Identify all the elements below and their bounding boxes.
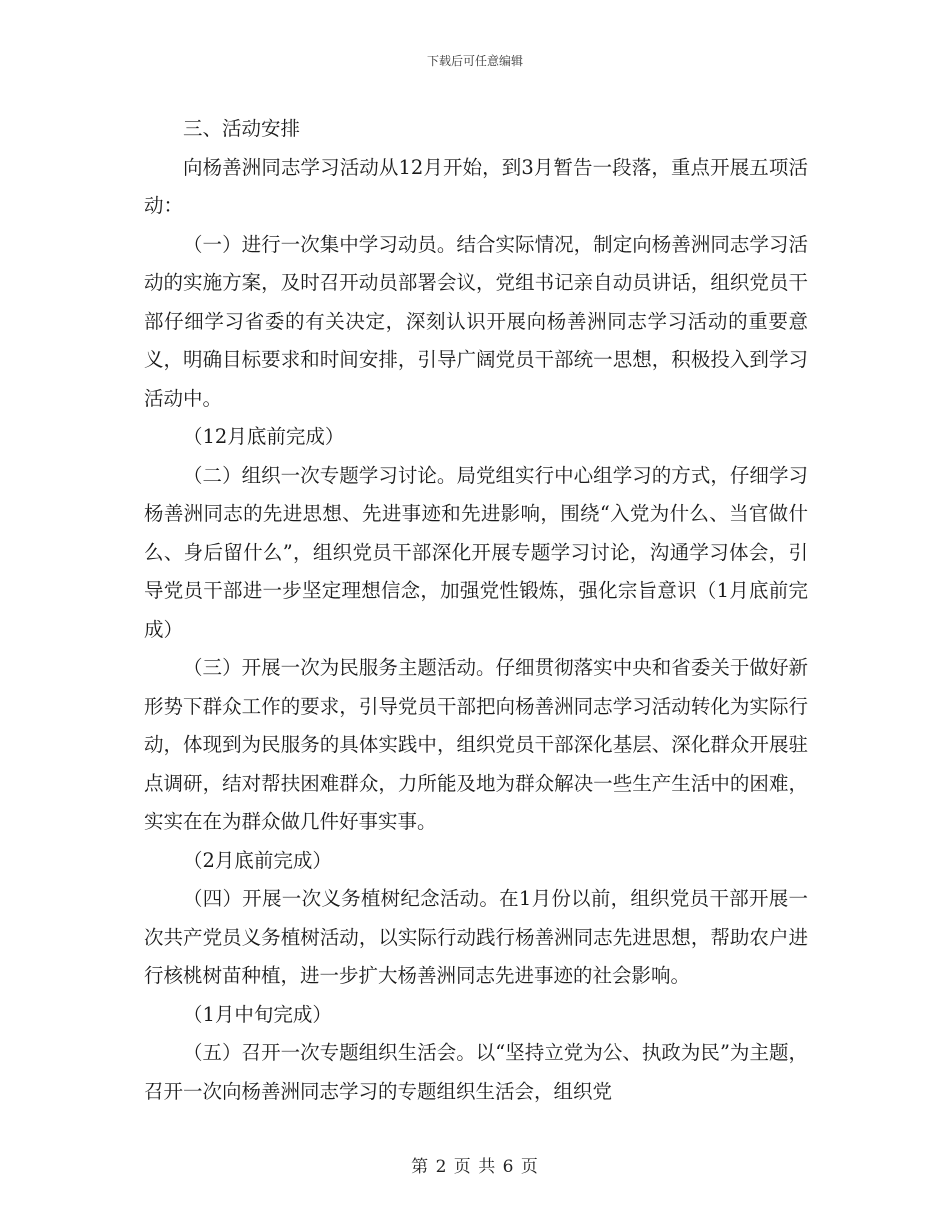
section-heading: 三、活动安排: [183, 117, 301, 140]
page-number: 第 2 页 共 6 页: [411, 1157, 539, 1177]
paragraph: （二）组织一次专题学习讨论。局党组实行中心组学习的方式，仔细学习杨善洲同志的先进思想、先进事迹和先进影响，围绕“入党为什么、当官做什么、身后留什么”，组织党员干部深化开展专题学习讨论，沟通学习体会，引导党员干部进一步坚定理想信念，加强党性锻炼，强化宗旨意识（1月底前完成）: [144, 463, 808, 641]
paragraph: 向杨善洲同志学习活动从12月开始，到3月暂告一段落，重点开展五项活动：: [144, 155, 808, 217]
paragraph: （12月底前完成）: [183, 425, 345, 448]
header-note: 下载后可任意编辑: [426, 54, 523, 68]
paragraph: （四）开展一次义务植树纪念活动。在1月份以前，组织党员干部开展一次共产党员义务植树活动，以实际行动践行杨善洲同志先进思想，帮助农户进行核桃树苗种植，进一步扩大杨善洲同志先进事迹的社会影响。: [144, 887, 808, 987]
paragraph: （三）开展一次为民服务主题活动。仔细贯彻落实中央和省委关于做好新形势下群众工作的要求，引导党员干部把向杨善洲同志学习活动转化为实际行动，体现到为民服务的具体实践中，组织党员干部深化基层、深化群众开展驻点调研，结对帮扶困难群众，力所能及地为群众解决一些生产生活中的困难，实实在在为群众做几件好事实事。: [144, 656, 808, 833]
paragraph: （2月底前完成）: [183, 848, 332, 872]
document-body: [144, 110, 808, 1111]
paragraph: （1月中旬完成）: [183, 1002, 332, 1026]
paragraph: （五）召开一次专题组织生活会。以“坚持立党为公、执政为民”为主题，召开一次向杨善洲同志学习的专题组织生活会，组织党: [144, 1041, 808, 1103]
paragraph: （一）进行一次集中学习动员。结合实际情况，制定向杨善洲同志学习活动的实施方案，及时召开动员部署会议，党组书记亲自动员讲话，组织党员干部仔细学习省委的有关决定，深刻认识开展向杨善洲同志学习活动的重要意义，明确目标要求和时间安排，引导广阔党员干部统一思想，积极投入到学习活动中。: [144, 232, 808, 410]
